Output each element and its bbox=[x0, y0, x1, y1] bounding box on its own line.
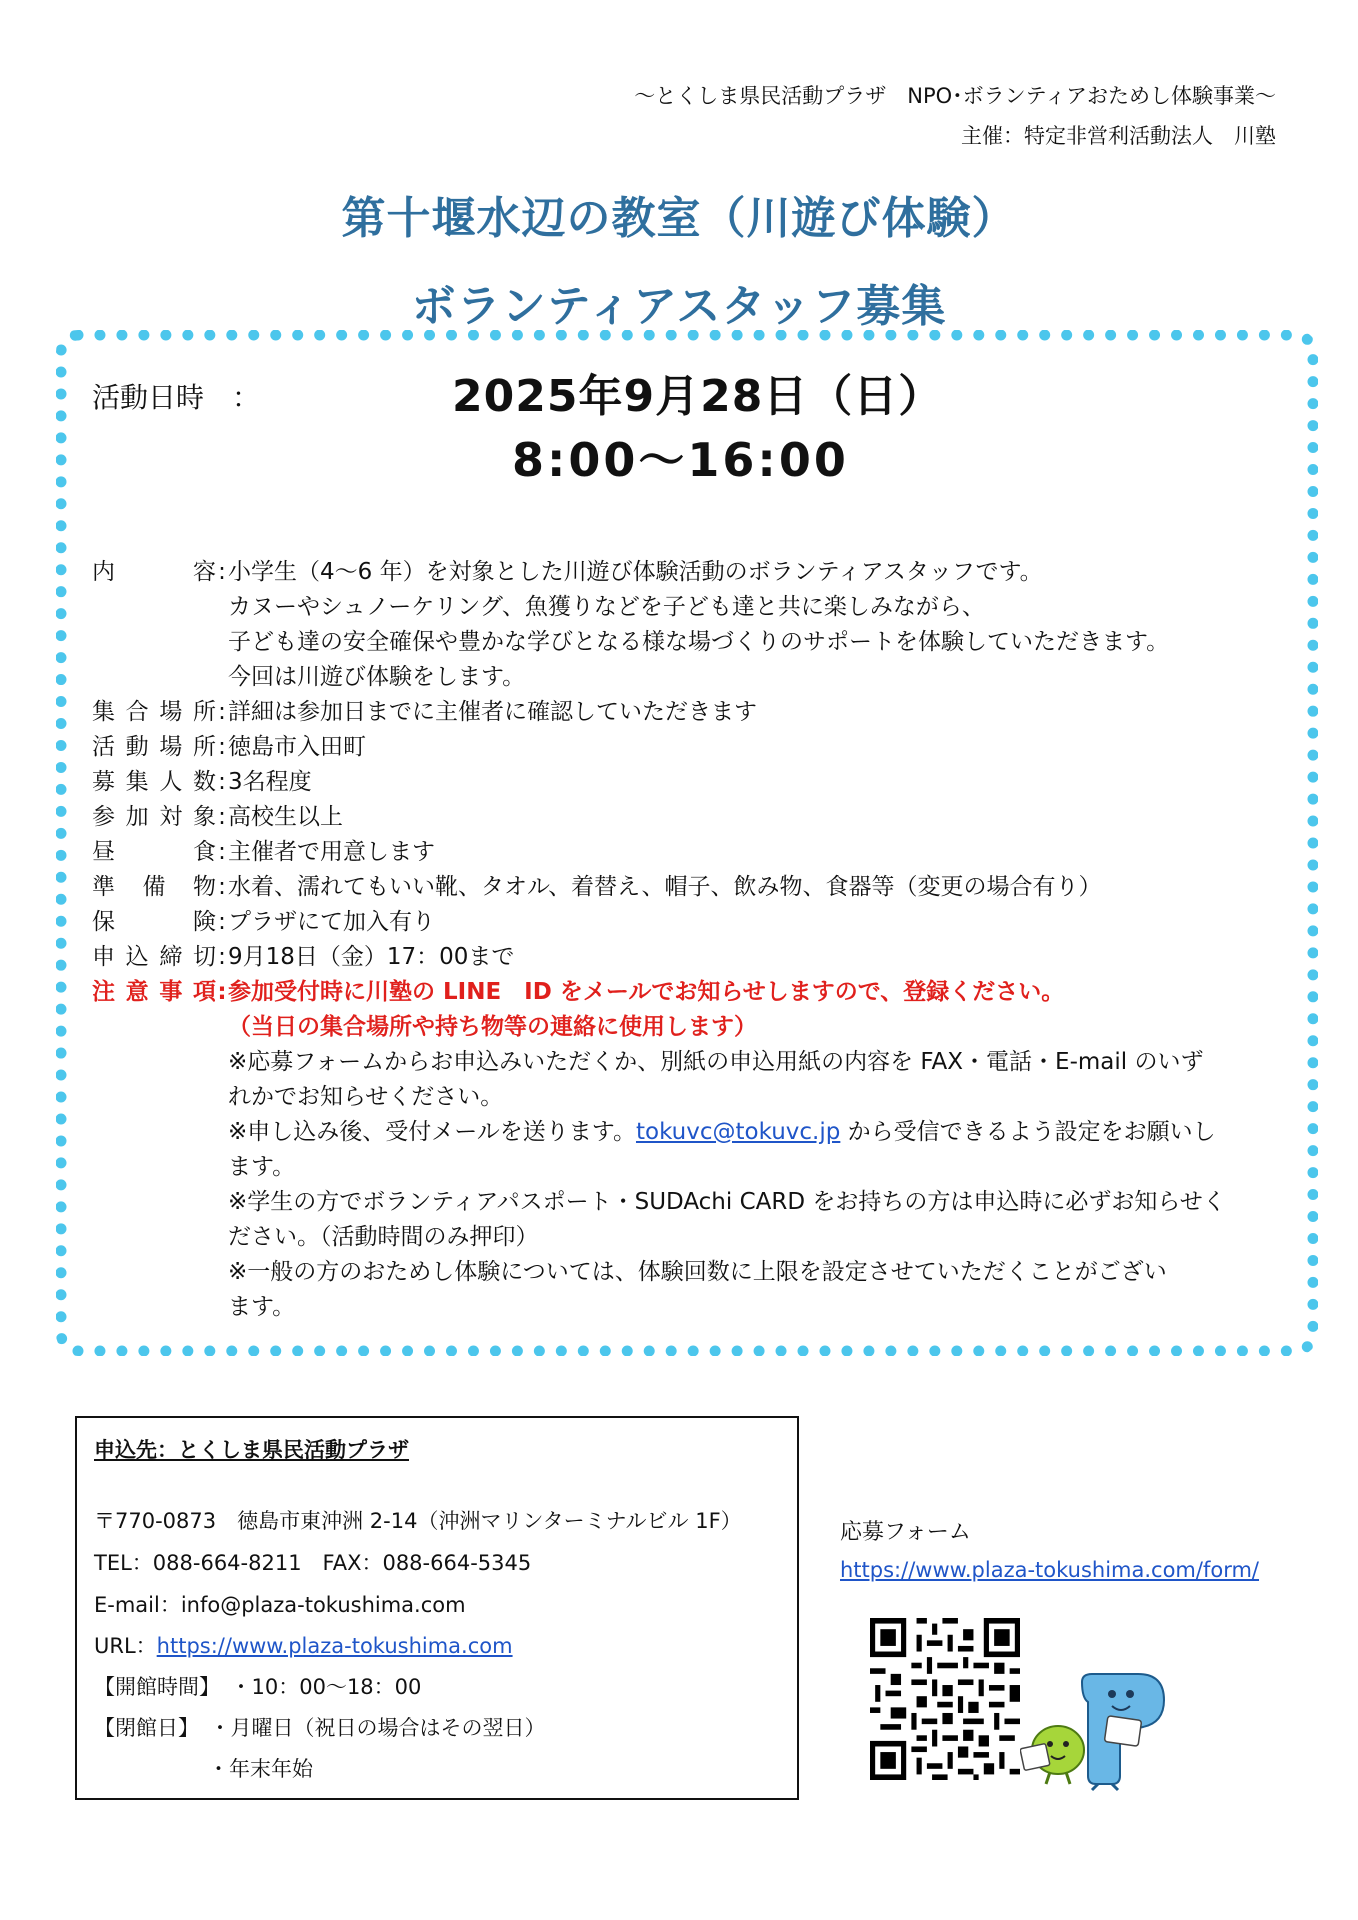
contact-email: E-mail：info@plaza-tokushima.com bbox=[94, 1593, 466, 1617]
target-value: 高校生以上 bbox=[228, 804, 343, 830]
place-row: 活動場所:徳島市入田町 bbox=[92, 730, 366, 765]
datetime-label: 活動日時 ： bbox=[92, 381, 261, 414]
notes-passport-1: ※学生の方でボランティアパスポート・SUDAchi CARD をお持ちの方は申込時に必ずお知らせく bbox=[228, 1189, 1226, 1215]
notes-row: 注意事項:参加受付時に川塾の LINE ID をメールでお知らせしますので、登録ください。 bbox=[92, 975, 1064, 1010]
items-value: 水着、濡れてもいい靴、タオル、着替え、帽子、飲み物、食器等（変更の場合有り） bbox=[228, 874, 1102, 900]
contact-hours: 【開館時間】 ・10：00～18：00 bbox=[94, 1675, 422, 1699]
content-line-3: 子ども達の安全確保や豊かな学びとなる様な場づくりのサポートを体験していただきます。 bbox=[228, 629, 1170, 655]
page-subtitle: ボランティアスタッフ募集 bbox=[411, 281, 947, 332]
lunch-row: 昼 食:主催者で用意します bbox=[92, 835, 435, 870]
meeting-value: 詳細は参加日までに主催者に確認していただきます bbox=[228, 699, 757, 725]
lunch-label: 昼 食 bbox=[92, 839, 216, 865]
notes-email-setting-1: ※申し込み後、受付メールを送ります。tokuvc@tokuvc.jp から受信できるよう設定をお願いし bbox=[228, 1119, 1216, 1145]
form-label: 応募フォーム bbox=[840, 1520, 971, 1545]
notes-line-usage: （当日の集合場所や持ち物等の連絡に使用します） bbox=[228, 1014, 757, 1040]
insurance-row: 保 険:プラザにて加入有り bbox=[92, 905, 435, 940]
notes-label: 注意事項 bbox=[92, 979, 216, 1005]
content-line-1: 小学生（4～6 年）を対象とした川遊び体験活動のボランティアスタッフです。 bbox=[228, 559, 1043, 585]
contact-url-line: URL：https://www.plaza-tokushima.com bbox=[94, 1634, 513, 1658]
content-label: 内 容 bbox=[92, 559, 216, 585]
notes-apply-method-2: れかでお知らせください。 bbox=[228, 1084, 504, 1110]
contact-heading: 申込先：とくしま県民活動プラザ bbox=[94, 1438, 409, 1462]
deadline-value: 9月18日（金）17：00まで bbox=[228, 944, 515, 970]
content-row: 内 容:小学生（4～6 年）を対象とした川遊び体験活動のボランティアスタッフです。 bbox=[92, 555, 1043, 590]
notes-limit-1: ※一般の方のおためし体験については、体験回数に上限を設定させていただくことがござい bbox=[228, 1259, 1167, 1285]
email-link[interactable]: tokuvc@tokuvc.jp bbox=[635, 1119, 841, 1145]
form-url-link[interactable]: https://www.plaza-tokushima.com/form/ bbox=[840, 1558, 1260, 1582]
event-date: 2025年9月28日（日） bbox=[452, 371, 944, 422]
plaza-url-link[interactable]: https://www.plaza-tokushima.com bbox=[156, 1634, 513, 1658]
notes-limit-2: ます。 bbox=[228, 1294, 296, 1320]
deadline-label: 申込締切 bbox=[92, 944, 216, 970]
target-row: 参加対象:高校生以上 bbox=[92, 800, 343, 835]
contact-closed-1: 【閉館日】 ・月曜日（祝日の場合はその翌日） bbox=[94, 1716, 546, 1740]
meeting-row: 集合場所:詳細は参加日までに主催者に確認していただきます bbox=[92, 695, 757, 730]
organizer-line: 主催：特定非営利活動法人 川塾 bbox=[961, 124, 1276, 148]
items-row: 準 備 物:水着、濡れてもいい靴、タオル、着替え、帽子、飲み物、食器等（変更の場合有り） bbox=[92, 870, 1102, 905]
organizer-program-line: ～とくしま県民活動プラザ NPO･ボランティアおためし体験事業～ bbox=[634, 84, 1276, 108]
items-label: 準 備 物 bbox=[92, 874, 216, 900]
meeting-label: 集合場所 bbox=[92, 699, 216, 725]
capacity-row: 募集人数:3名程度 bbox=[92, 765, 312, 800]
notes-passport-2: ださい。（活動時間のみ押印） bbox=[228, 1224, 539, 1250]
place-label: 活動場所 bbox=[92, 734, 216, 760]
lunch-value: 主催者で用意します bbox=[228, 839, 435, 865]
content-line-4: 今回は川遊び体験をします。 bbox=[228, 664, 526, 690]
capacity-value: 3名程度 bbox=[228, 769, 312, 795]
place-value: 徳島市入田町 bbox=[228, 734, 366, 760]
notes-apply-method-1: ※応募フォームからお申込みいただくか、別紙の申込用紙の内容を FAX・電話・E-mail のいず bbox=[228, 1049, 1204, 1075]
content-line-2: カヌーやシュノーケリング、魚獲りなどを子ども達と共に楽しみながら、 bbox=[228, 594, 985, 620]
page-title: 第十堰水辺の教室（川遊び体験） bbox=[341, 193, 1017, 244]
notes-line-line-id: 参加受付時に川塾の LINE ID をメールでお知らせしますので、登録ください。 bbox=[228, 979, 1065, 1005]
contact-closed-2: ・年末年始 bbox=[208, 1757, 313, 1781]
event-time: 8:00～16:00 bbox=[512, 433, 849, 487]
mascot-illustration bbox=[1020, 1672, 1170, 1792]
target-label: 参加対象 bbox=[92, 804, 216, 830]
capacity-label: 募集人数 bbox=[92, 769, 216, 795]
deadline-row: 申込締切:9月18日（金）17：00まで bbox=[92, 940, 514, 975]
insurance-label: 保 険 bbox=[92, 909, 216, 935]
contact-address: 〒770-0873 徳島市東沖洲 2-14（沖洲マリンターミナルビル 1F） bbox=[94, 1509, 742, 1533]
notes-email-setting-2: ます。 bbox=[228, 1154, 296, 1180]
qr-code[interactable] bbox=[870, 1618, 1020, 1780]
contact-tel-fax: TEL：088-664-8211 FAX：088-664-5345 bbox=[94, 1551, 532, 1575]
insurance-value: プラザにて加入有り bbox=[228, 909, 435, 935]
